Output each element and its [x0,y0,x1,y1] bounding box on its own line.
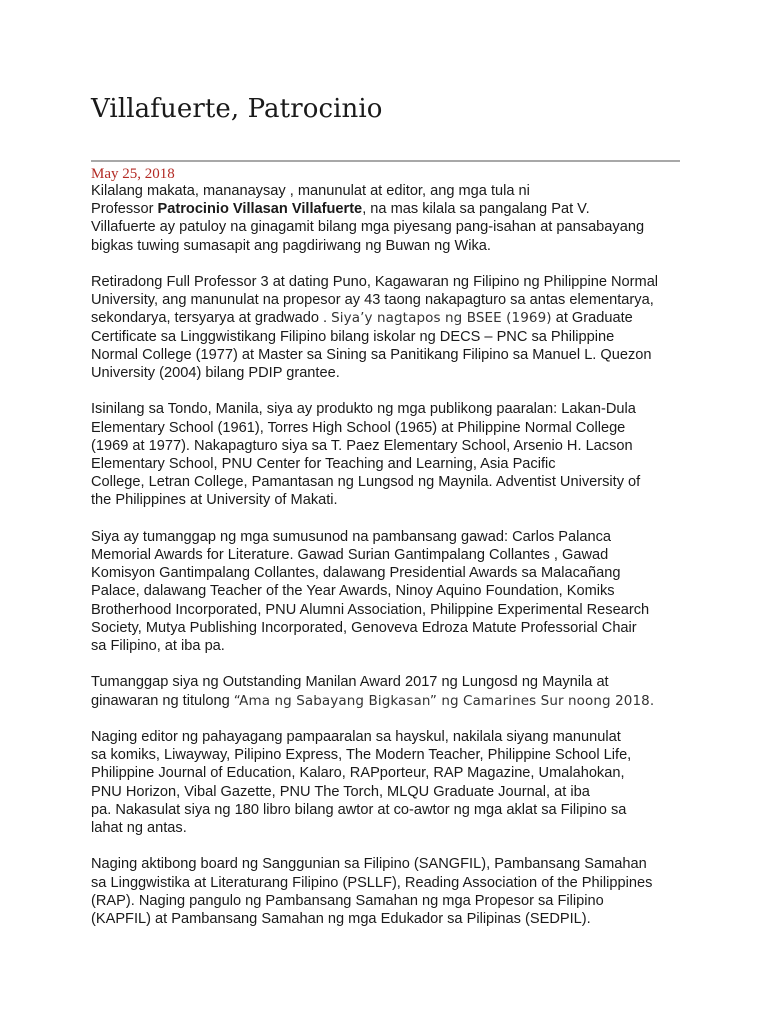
text-line: at Graduate [551,310,633,327]
text-line: Elementary School (1961), Torres High School (1965) at Philippine Normal College [91,419,626,436]
text-line: sa Filipino, at iba pa. [91,638,225,655]
text-line: Naging editor ng pahayagang pampaaralan sa hayskul, nakilala siyang manunulat [91,729,621,746]
text-line: University, ang manunulat na propesor ay 43 taong nakapagturo sa antas elementarya, [91,292,654,309]
text-line: (RAP). Naging pangulo ng Pambansang Samahan ng mga Propesor sa Filipino [91,892,604,909]
paragraph-editor [91,728,683,837]
text-line: Palace, dalawang Teacher of the Year Awards, Ninoy Aquino Foundation, Komiks [91,583,615,600]
paragraph-intro [91,182,683,255]
text-line: bigkas tuwing sumasapit ang pagdiriwang ng Buwan ng Wika. [91,237,491,254]
author-name: Patrocinio Villasan Villafuerte [157,201,363,218]
article-body [91,182,683,946]
text-line: University (2004) bilang PDIP grantee. [91,365,340,382]
text-line: Siya’y nagtapos ng BSEE (1969) [331,310,552,327]
text-line: Komisyon Gantimpalang Collantes, dalawang Presidential Awards sa Malacañang [91,565,621,582]
text-line: the Philippines at University of Makati. [91,492,338,509]
paragraph-career [91,273,683,382]
paragraph-organizations [91,855,683,928]
page-title: Villafuerte, Patrocinio [91,94,383,124]
text-line: Memorial Awards for Literature. Gawad Surian Gantimpalang Collantes , Gawad [91,547,609,564]
text-line: Philippine Journal of Education, Kalaro, RAPporteur, RAP Magazine, Umalahokan, [91,765,625,782]
text-line: Kilalang makata, mananaysay , manunulat at editor, ang mga tula ni [91,183,530,199]
text-line: PNU Horizon, Vibal Gazette, PNU The Torch, MLQU Graduate Journal, at iba [91,783,590,800]
text-line: sa Linggwistika at Literaturang Filipino (PSLLF), Reading Association of the Philippines [91,874,653,891]
text-line: Brotherhood Incorporated, PNU Alumni Association, Philippine Experimental Research [91,601,650,618]
title-divider [91,160,680,162]
text-line: sekondarya, tersyarya at gradwado . [91,310,332,327]
text-line: sa komiks, Liwayway, Pilipino Express, The Modern Teacher, Philippine School Life, [91,747,632,764]
paragraph-awards [91,528,683,655]
text-line: Certificate sa Linggwistikang Filipino bilang iskolar ng DECS – PNC sa Philippine [91,328,615,345]
text-line: College, Letran College, Pamantasan ng Lungsod ng Maynila. Adventist University of [91,474,641,491]
text-line: , na mas kilala sa pangalang Pat V. [362,201,590,218]
text-line: lahat ng antas. [91,820,187,837]
text-line: Society, Mutya Publishing Incorporated, Genoveva Edroza Matute Professorial Chair [91,619,637,636]
text-line: Normal College (1977) at Master sa Sining sa Panitikang Filipino sa Manuel L. Quezon [91,346,652,363]
post-date: May 25, 2018 [91,166,175,182]
text-line: Siya ay tumanggap ng mga sumusunod na pambansang gawad: Carlos Palanca [91,528,612,545]
text-line: Tumanggap siya ng Outstanding Manilan Award 2017 ng Lungosd ng Maynila at [91,674,609,691]
text-line: pa. Nakasulat siya ng 180 libro bilang awtor at co-awtor ng mga aklat sa Filipino sa [91,801,627,818]
text-line: ginawaran ng titulong [91,692,234,709]
text-line: Elementary School, PNU Center for Teaching and Learning, Asia Pacific [91,456,556,473]
text-line: (KAPFIL) at Pambansang Samahan ng mga Edukador sa Pilipinas (SEDPIL). [91,911,591,928]
text-line: Villafuerte ay patuloy na ginagamit bilang mga piyesang pang-isahan at pansabayang [91,219,645,236]
text-line: (1969 at 1977). Nakapagturo siya sa T. Paez Elementary School, Arsenio H. Lacson [91,437,633,454]
text-line: Retiradong Full Professor 3 at dating Puno, Kagawaran ng Filipino ng Philippine Normal [91,274,659,290]
paragraph-education [91,400,683,509]
paragraph-manilan-award [91,673,683,709]
text-line: Professor [91,201,158,218]
text-line: “Ama ng Sabayang Bigkasan” ng Camarines Sur noong 2018. [233,692,655,709]
text-line: Naging aktibong board ng Sanggunian sa Filipino (SANGFIL), Pambansang Samahan [91,856,647,873]
text-line: Isinilang sa Tondo, Manila, siya ay produkto ng mga publikong paaralan: Lakan-Dula [91,401,636,418]
